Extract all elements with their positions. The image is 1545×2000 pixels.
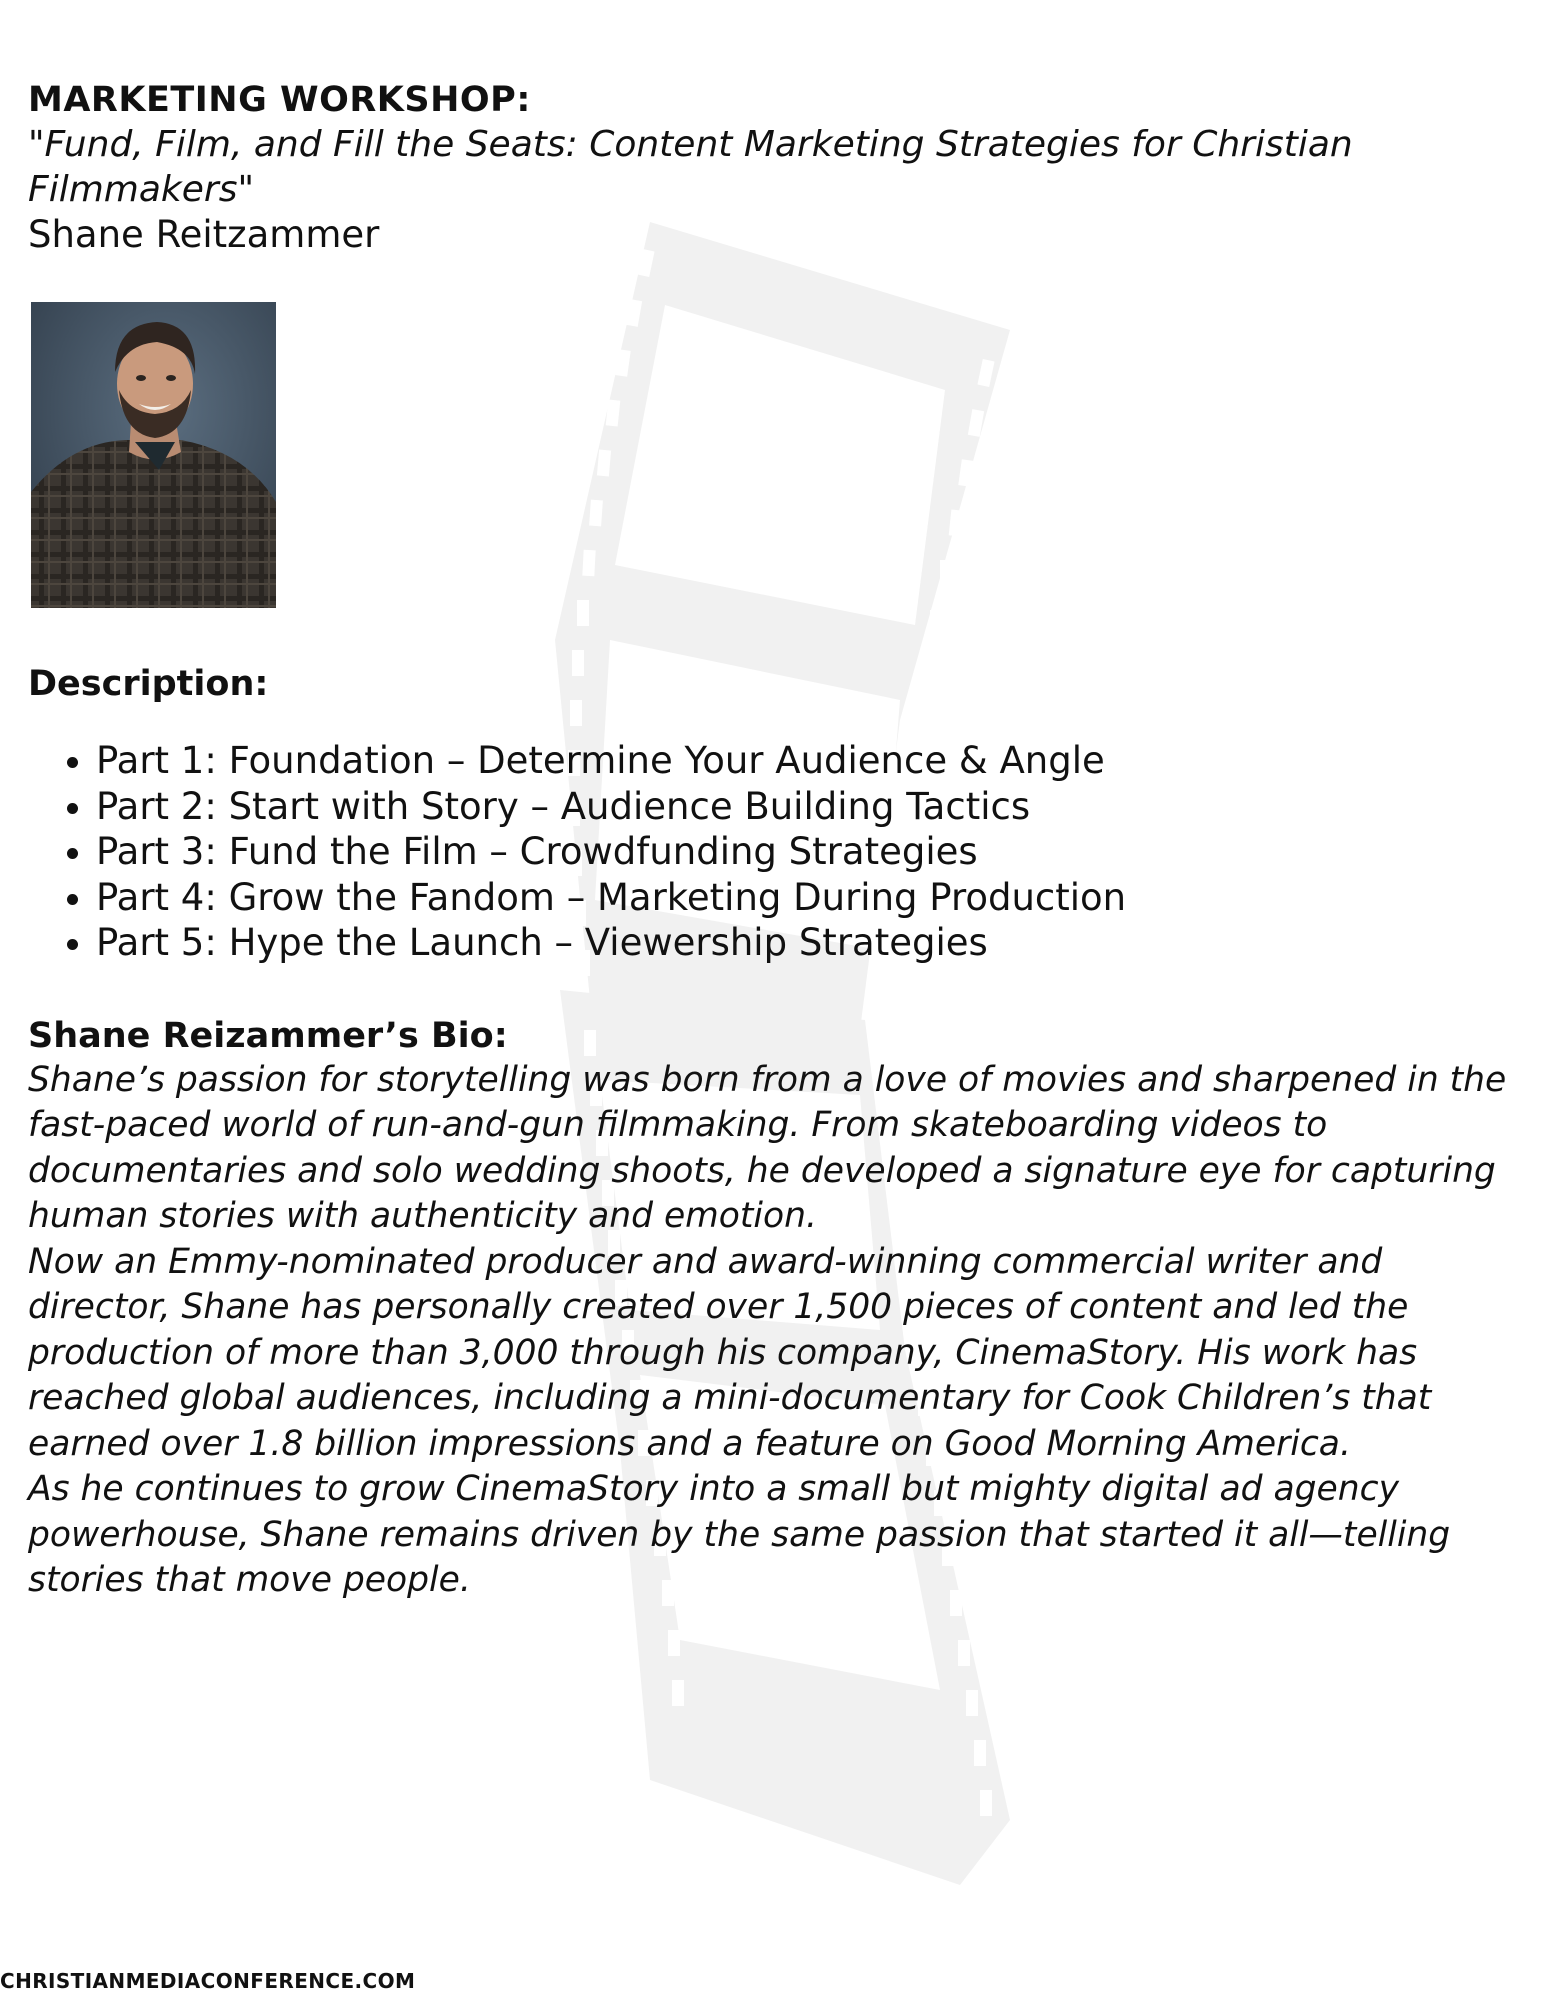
list-item: • Part 5: Hype the Launch – Viewership Strategies [96,920,1528,966]
list-item: • Part 1: Foundation – Determine Your Audience & Angle [96,738,1528,784]
list-item: • Part 3: Fund the Film – Crowdfunding Strategies [96,829,1528,875]
bio-heading: Shane Reizammer’s Bio: [28,1015,508,1056]
list-item: • Part 2: Start with Story – Audience Building Tactics [96,784,1528,830]
description-section [28,662,1528,966]
bio-paragraph: Now an Emmy-nominated producer and award-winning commercial writer and director, Shane has personally created over 1,500 pieces of content and led the production of more than 3,000 through his company, CinemaStory. His work has reached global audiences, including a mini-documentary for Cook Children’s that earned over 1.8 billion impressions and a feature on Good Morning America. [28,1241,1432,1464]
footer-website: CHRISTIANMEDIACONFERENCE.COM [0,1969,416,1993]
list-item: • Part 4: Grow the Fandom – Marketing During Production [96,875,1528,921]
speaker-portrait [31,302,276,608]
workshop-label: MARKETING WORKSHOP: [28,80,531,120]
workshop-title: "Fund, Film, and Fill the Seats: Content Marketing Strategies for Christian Filmmakers" [28,124,1353,210]
bio-paragraph: Shane’s passion for storytelling was born from a love of movies and sharpened in the fast-paced world of run-and-gun filmmaking. From skateboarding videos to documentaries and solo wedding shoots, he developed a signature eye for capturing human stories with authenticity and emotion. [28,1059,1507,1236]
workshop-flyer [28,78,1528,1604]
bio-section [28,1014,1528,1604]
bio-paragraph: As he continues to grow CinemaStory into a small but mighty digital ad agency powerhouse, Shane remains driven by the same passion that started it all—telling stories that move people. [28,1469,1451,1600]
speaker-name: Shane Reitzammer [28,213,380,256]
description-heading: Description: [28,664,269,704]
workshop-parts-list [28,738,1528,966]
